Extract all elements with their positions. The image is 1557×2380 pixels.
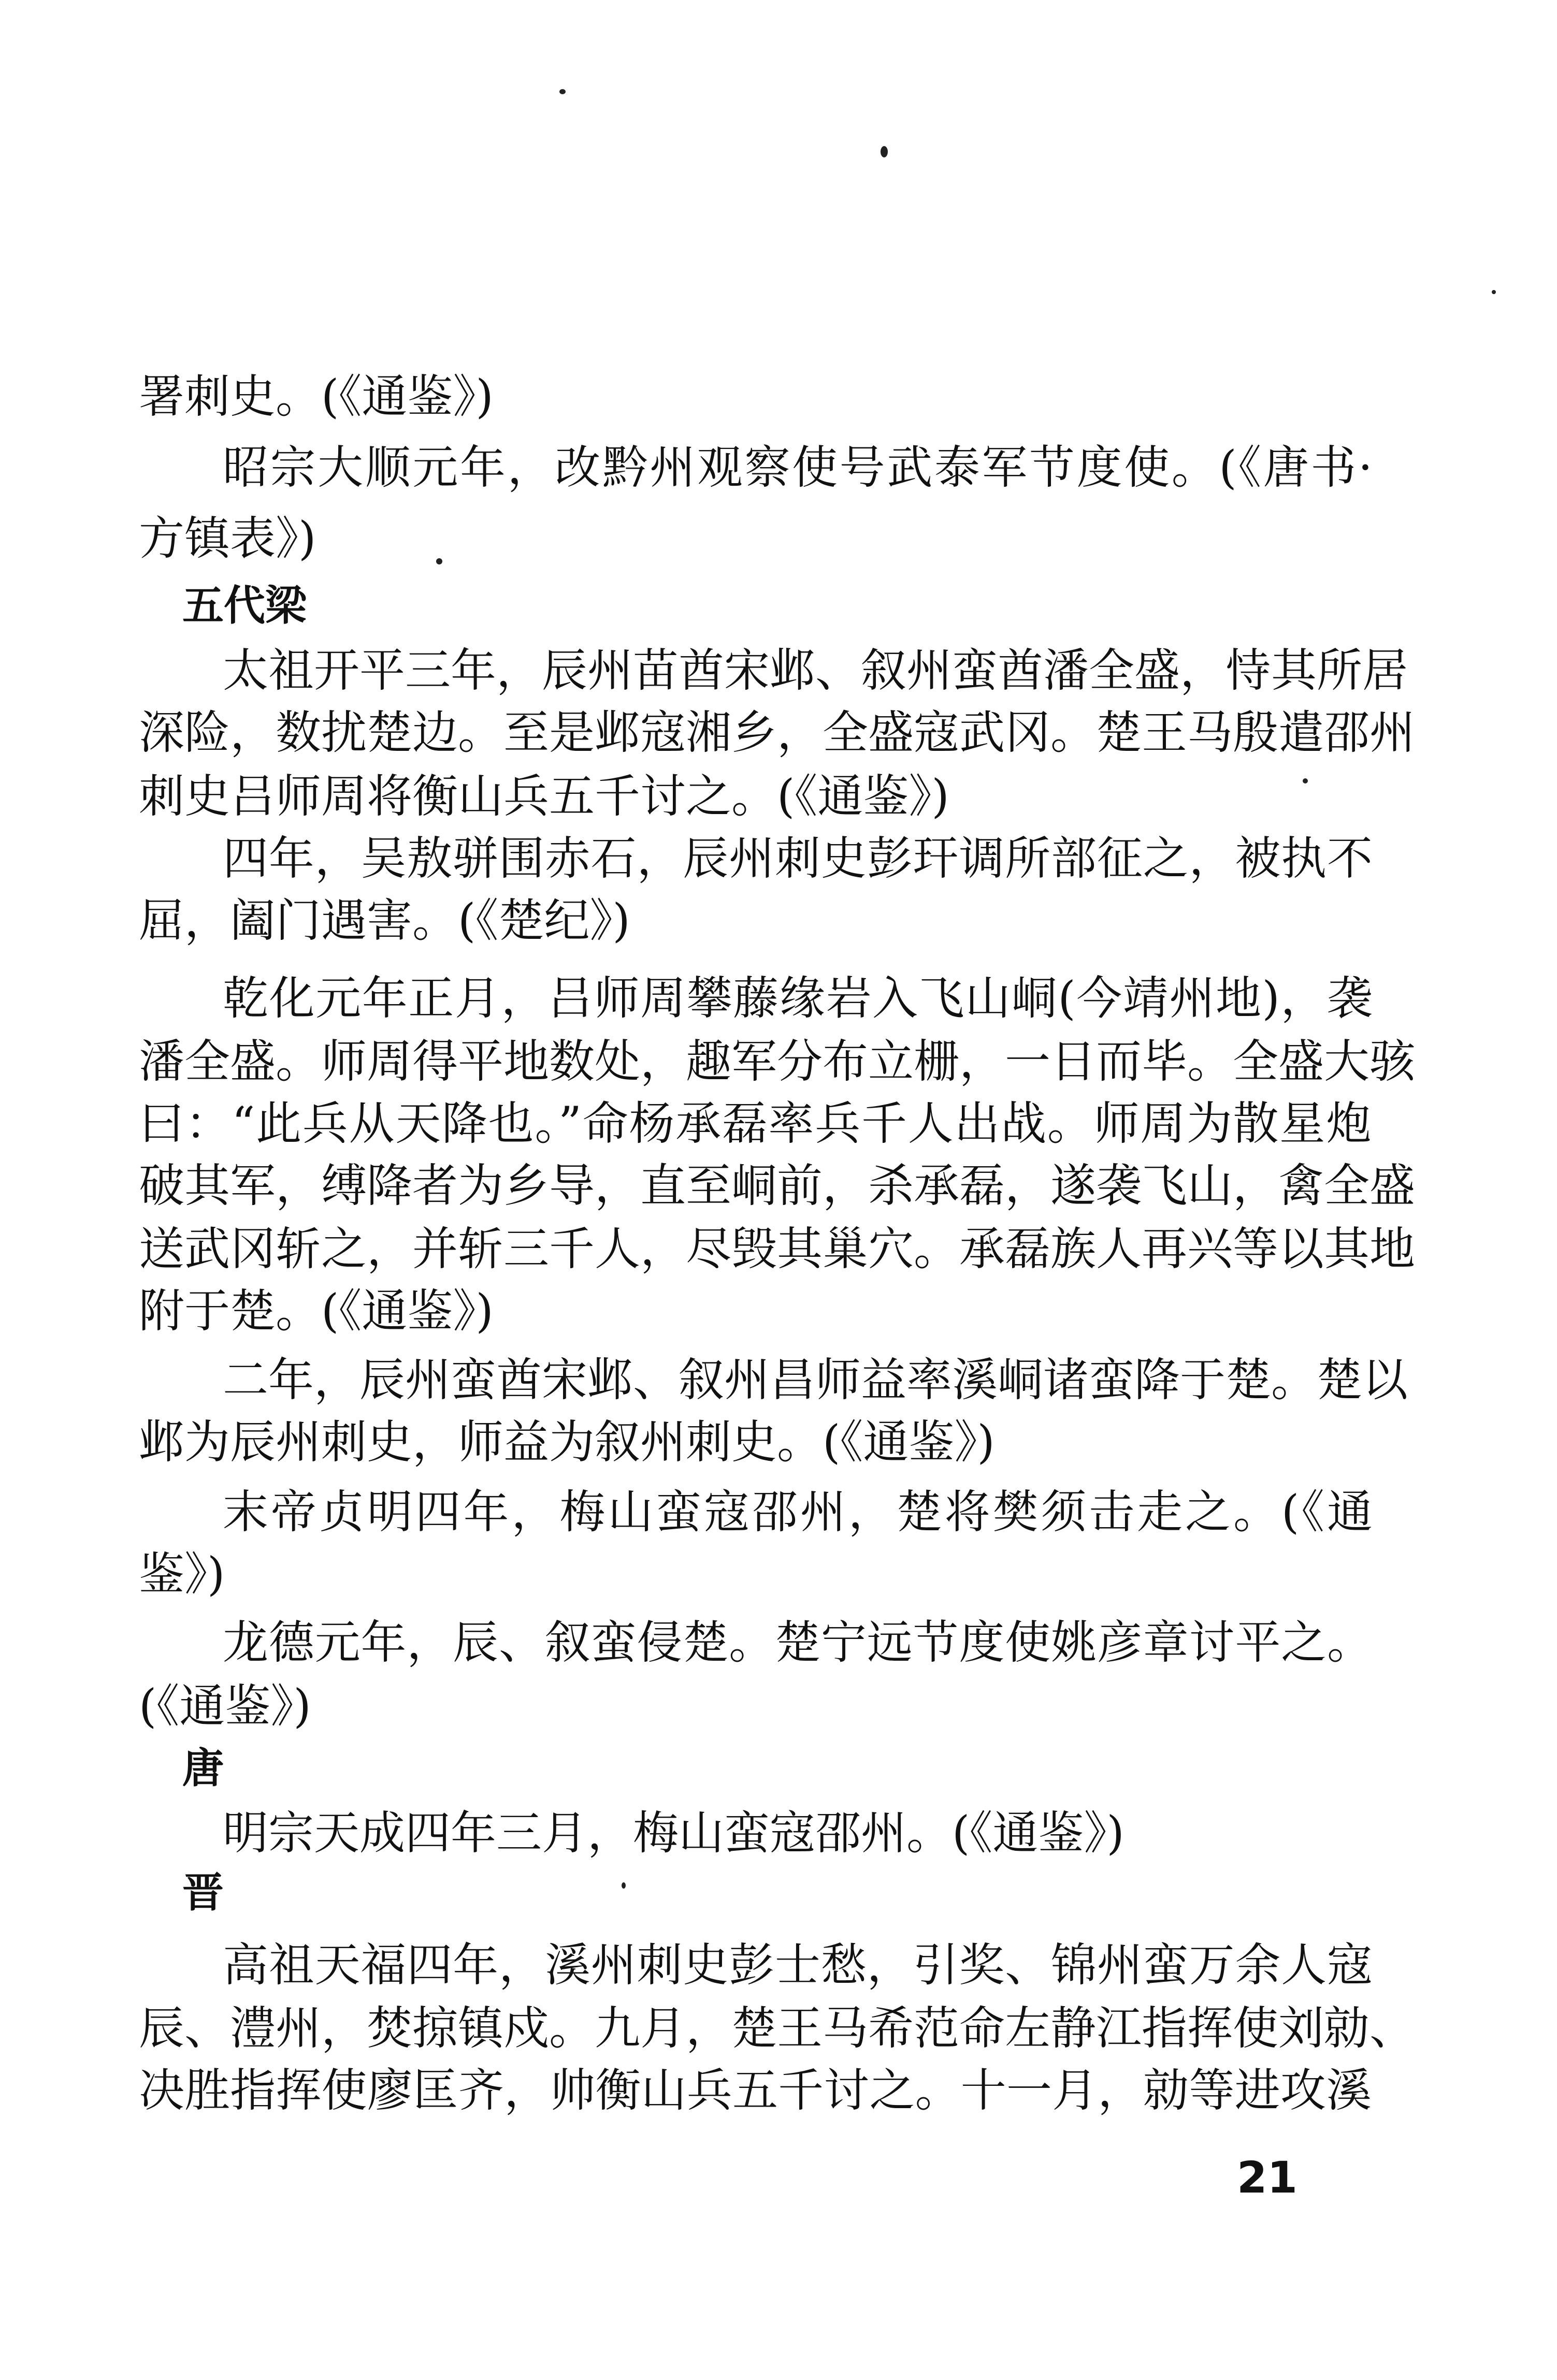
text-line: 曰：“此兵从天降也。”命杨承磊率兵千人出战。师周为散星炮: [139, 1097, 1372, 1150]
text-line: 附于楚。(《通鉴》): [139, 1284, 494, 1338]
text-line: 决胜指挥使廖匡齐，帅衡山兵五千讨之。十一月，勍等进攻溪: [139, 2064, 1372, 2117]
text-line: 太祖开平三年，辰州苗酋宋邺、叙州蛮酋潘全盛，恃其所居: [223, 644, 1408, 697]
text-line: 方镇表》): [139, 512, 316, 565]
section-heading-wudai-liang: 五代梁: [182, 582, 307, 630]
text-line: 二年，辰州蛮酋宋邺、叙州昌师益率溪峒诸蛮降于楚。楚以: [223, 1353, 1408, 1406]
text-line: 邺为辰州刺史，师益为叙州刺史。(《通鉴》): [139, 1415, 995, 1469]
text-line: 辰、澧州，焚掠镇戍。九月，楚王马希范命左静江指挥使刘勍、: [139, 2001, 1416, 2055]
text-line: 屈，阖门遇害。(《楚纪》): [139, 894, 630, 947]
text-line: 送武冈斩之，并斩三千人，尽毁其巢穴。承磊族人再兴等以其地: [139, 1222, 1416, 1275]
text-line: 鉴》): [139, 1547, 225, 1601]
text-line: 潘全盛。师周得平地数处，趣军分布立栅，一日而毕。全盛大骇: [139, 1035, 1416, 1088]
scan-speck: [881, 146, 888, 157]
text-line: 四年，吴敖骈围赤石，辰州刺史彭玕调所部征之，被执不: [223, 832, 1373, 885]
text-line: 昭宗大顺元年，改黔州观察使号武泰军节度使。(《唐书·: [223, 441, 1373, 494]
text-line: 破其军，缚降者为乡导，直至峒前，杀承磊，遂袭飞山，禽全盛: [139, 1159, 1416, 1212]
text-line: 刺史吕师周将衡山兵五千讨之。(《通鉴》): [139, 770, 949, 823]
scan-speck: [1303, 778, 1308, 783]
text-line: (《通鉴》): [139, 1679, 311, 1733]
text-line: 高祖天福四年，溪州刺史彭士愁，引奖、锦州蛮万余人寇: [223, 1938, 1373, 1992]
scan-speck: [622, 1882, 626, 1889]
text-line: 深险，数扰楚边。至是邺寇湘乡，全盛寇武冈。楚王马殷遣邵州: [139, 706, 1416, 759]
scan-speck: [436, 558, 442, 564]
text-line: 明宗天成四年三月，梅山蛮寇邵州。(《通鉴》): [223, 1806, 1124, 1860]
text-line: 龙德元年，辰、叙蛮侵楚。楚宁远节度使姚彦章讨平之。: [223, 1616, 1373, 1669]
scan-speck: [559, 89, 566, 94]
section-heading-jin: 晋: [182, 1868, 224, 1917]
page-number: 21: [1237, 2152, 1298, 2203]
section-heading-tang: 唐: [182, 1744, 224, 1792]
text-line: 末帝贞明四年，梅山蛮寇邵州，楚将樊须击走之。(《通: [223, 1485, 1373, 1539]
text-line: 署刺史。(《通鉴》): [139, 370, 494, 423]
scan-speck: [1492, 290, 1496, 294]
text-line: 乾化元年正月，吕师周攀藤缘岩入飞山峒(今靖州地)，袭: [223, 971, 1373, 1025]
